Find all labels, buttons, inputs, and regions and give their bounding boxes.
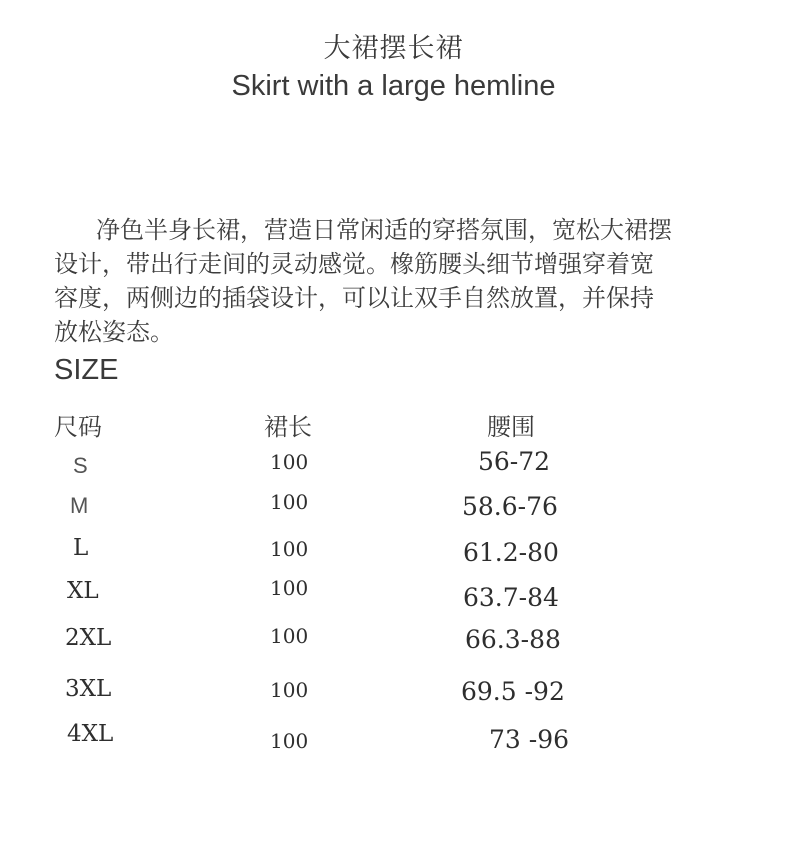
waist-cell: 69.5 -92 — [461, 677, 565, 706]
length-cell: 100 — [270, 537, 309, 561]
size-cell: 4XL — [67, 721, 114, 747]
page-title-cn: 大裙摆长裙 — [323, 33, 464, 64]
size-cell: 3XL — [65, 676, 112, 702]
size-cell: M — [70, 493, 89, 518]
waist-cell: 56-72 — [478, 447, 551, 476]
header-length: 裙长 — [264, 413, 312, 441]
waist-cell: 73 -96 — [489, 725, 570, 754]
length-cell: 100 — [270, 678, 309, 702]
length-cell: 100 — [270, 490, 309, 514]
size-cell: S — [73, 453, 88, 478]
size-cell: XL — [67, 578, 99, 604]
size-cell: L — [73, 535, 89, 561]
length-cell: 100 — [270, 450, 309, 474]
header-size: 尺码 — [54, 413, 102, 441]
length-cell: 100 — [270, 576, 309, 600]
product-description — [54, 213, 744, 349]
waist-cell: 61.2-80 — [463, 538, 559, 567]
page-title-en: Skirt with a large hemline — [231, 70, 556, 102]
size-cell: 2XL — [65, 625, 112, 651]
length-cell: 100 — [270, 624, 309, 648]
description-line: 容度，两侧边的插袋设计，可以让双手自然放置，并保持 — [54, 284, 654, 312]
waist-cell: 58.6-76 — [462, 492, 558, 521]
description-line: 放松姿态。 — [54, 318, 174, 346]
waist-cell: 63.7-84 — [463, 583, 559, 612]
header-waist: 腰围 — [487, 413, 535, 441]
description-line: 净色半身长裙，营造日常闲适的穿搭氛围，宽松大裙摆 — [96, 216, 672, 244]
waist-cell: 66.3-88 — [465, 625, 561, 654]
description-line: 设计，带出行走间的灵动感觉。橡筋腰头细节增强穿着宽 — [54, 250, 654, 278]
length-cell: 100 — [270, 729, 309, 753]
size-heading: SIZE — [54, 354, 119, 386]
